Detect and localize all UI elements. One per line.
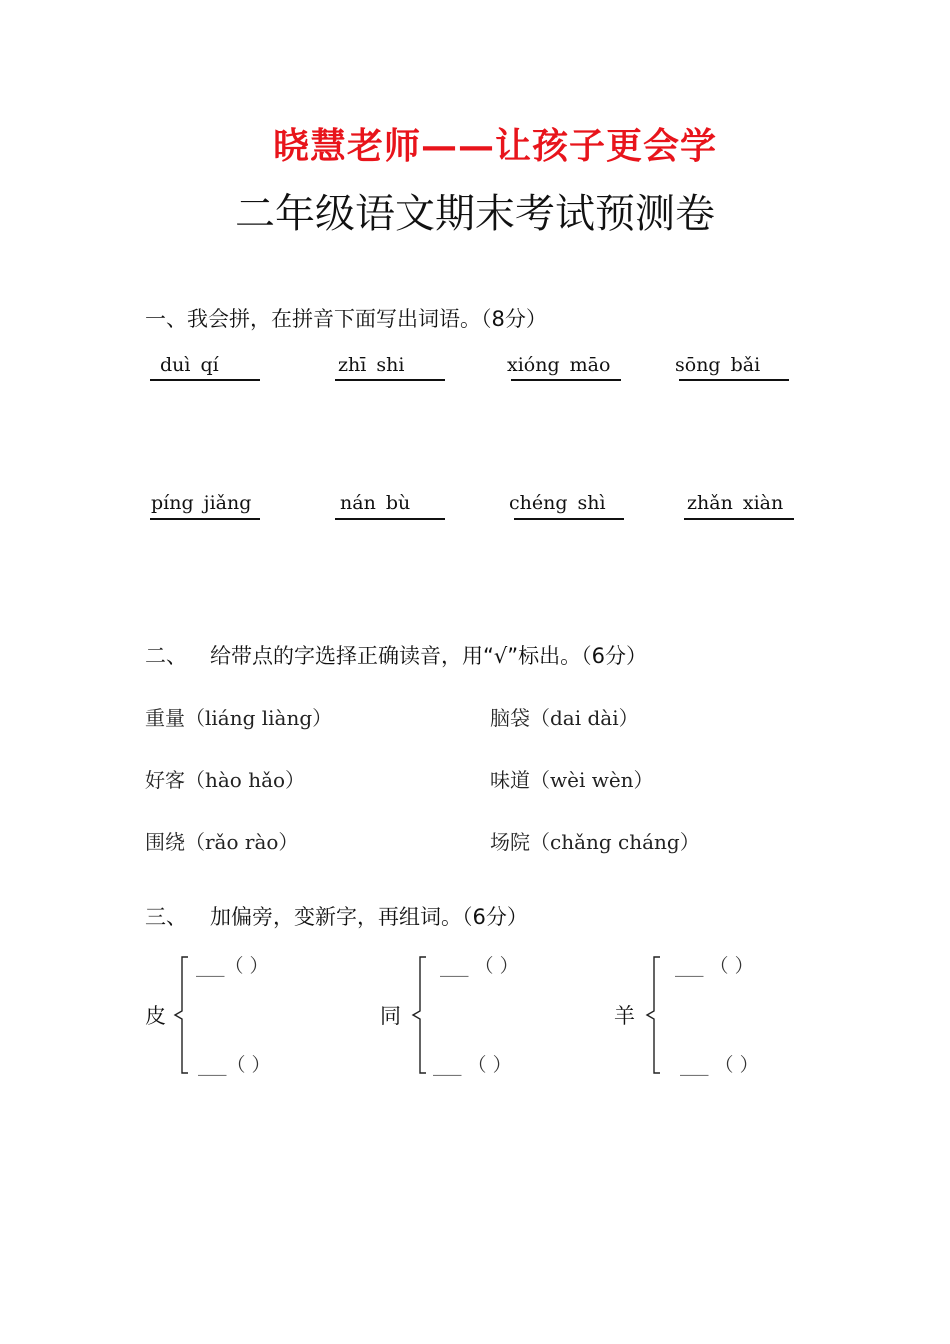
brand-slogan: 晓慧老师——让孩子更会学 xyxy=(272,125,717,167)
pinyin-item: xióng māo xyxy=(507,354,611,376)
section3-number: 三、 xyxy=(145,905,187,929)
section2-number: 二、 xyxy=(145,644,187,668)
answer-blank[interactable]: ___ （ ） xyxy=(433,1054,512,1076)
left-brace-icon xyxy=(642,955,666,1075)
base-character: 皮 xyxy=(145,1004,166,1028)
pronunciation-item[interactable]: 围绕（rǎo rào） xyxy=(145,830,299,854)
pinyin-item: duì qí xyxy=(160,354,219,376)
pronunciation-item[interactable]: 好客（hào hǎo） xyxy=(145,768,306,792)
base-character: 同 xyxy=(380,1004,401,1028)
answer-blank[interactable]: ___ （ ） xyxy=(675,955,754,977)
answer-line[interactable] xyxy=(684,518,794,520)
pronunciation-item[interactable]: 重量（liáng liàng） xyxy=(145,706,333,730)
pinyin-item: zhǎn xiàn xyxy=(687,492,784,514)
left-brace-icon xyxy=(408,955,432,1075)
answer-line[interactable] xyxy=(511,379,621,381)
base-character: 羊 xyxy=(614,1004,635,1028)
pinyin-item: nán bù xyxy=(340,492,411,514)
pronunciation-item[interactable]: 场院（chǎng cháng） xyxy=(490,830,700,854)
exam-title: 二年级语文期末考试预测卷 xyxy=(235,191,715,237)
section1-heading: 一、我会拼，在拼音下面写出词语。（8分） xyxy=(145,307,547,331)
pronunciation-item[interactable]: 味道（wèi wèn） xyxy=(490,768,654,792)
left-brace-icon xyxy=(170,955,194,1075)
pinyin-item: sōng bǎi xyxy=(675,354,761,376)
answer-line[interactable] xyxy=(679,379,789,381)
section2-heading: 给带点的字选择正确读音，用“√”标出。（6分） xyxy=(210,644,647,668)
answer-blank[interactable]: ___ （ ） xyxy=(680,1054,759,1076)
section3-heading: 加偏旁，变新字，再组词。（6分） xyxy=(210,905,528,929)
answer-line[interactable] xyxy=(335,518,445,520)
pinyin-item: píng jiǎng xyxy=(151,492,252,514)
answer-blank[interactable]: ___（ ） xyxy=(198,1054,271,1076)
answer-line[interactable] xyxy=(335,379,445,381)
answer-line[interactable] xyxy=(150,379,260,381)
answer-line[interactable] xyxy=(150,518,260,520)
pronunciation-item[interactable]: 脑袋（dai dài） xyxy=(490,706,639,730)
pinyin-item: zhī shi xyxy=(338,354,405,376)
answer-blank[interactable]: ___ （ ） xyxy=(440,955,519,977)
answer-line[interactable] xyxy=(514,518,624,520)
pinyin-item: chéng shì xyxy=(509,492,606,514)
answer-blank[interactable]: ___（ ） xyxy=(196,955,269,977)
